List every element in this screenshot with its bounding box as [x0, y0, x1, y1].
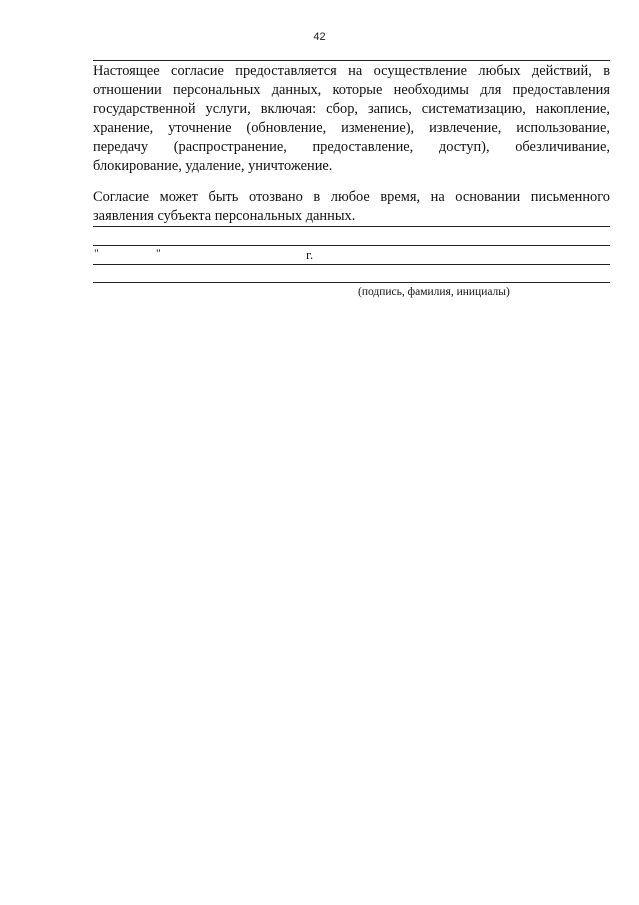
consent-block: [93, 60, 610, 299]
page-number: 42: [313, 31, 326, 43]
paragraph-spacer: [93, 176, 610, 188]
signature-caption: (подпись, фамилия, инициалы): [358, 286, 510, 298]
year-suffix: г.: [306, 247, 314, 262]
date-quote-close: ": [156, 248, 161, 260]
consent-paragraph: Настоящее согласие предоставляется на осуществление любых действий, в отношении персональных данных, которые необходимы для предоставления государственной услуги, включая: сбор, запись, систематизацию, накопление, хранение, уточнение (обновление, изменение), извлечение, использование, передачу (распространение, предоставление, доступ), обезличивание, блокирование, удаление, уничтожение.: [93, 63, 610, 174]
date-line: [93, 246, 610, 264]
date-quote-open: ": [94, 248, 99, 260]
top-rule: [93, 60, 610, 61]
signature-rule: [93, 282, 610, 283]
revocation-paragraph: Согласие может быть отозвано в любое время, на основании письменного заявления субъекта персональных данных.: [93, 189, 610, 224]
